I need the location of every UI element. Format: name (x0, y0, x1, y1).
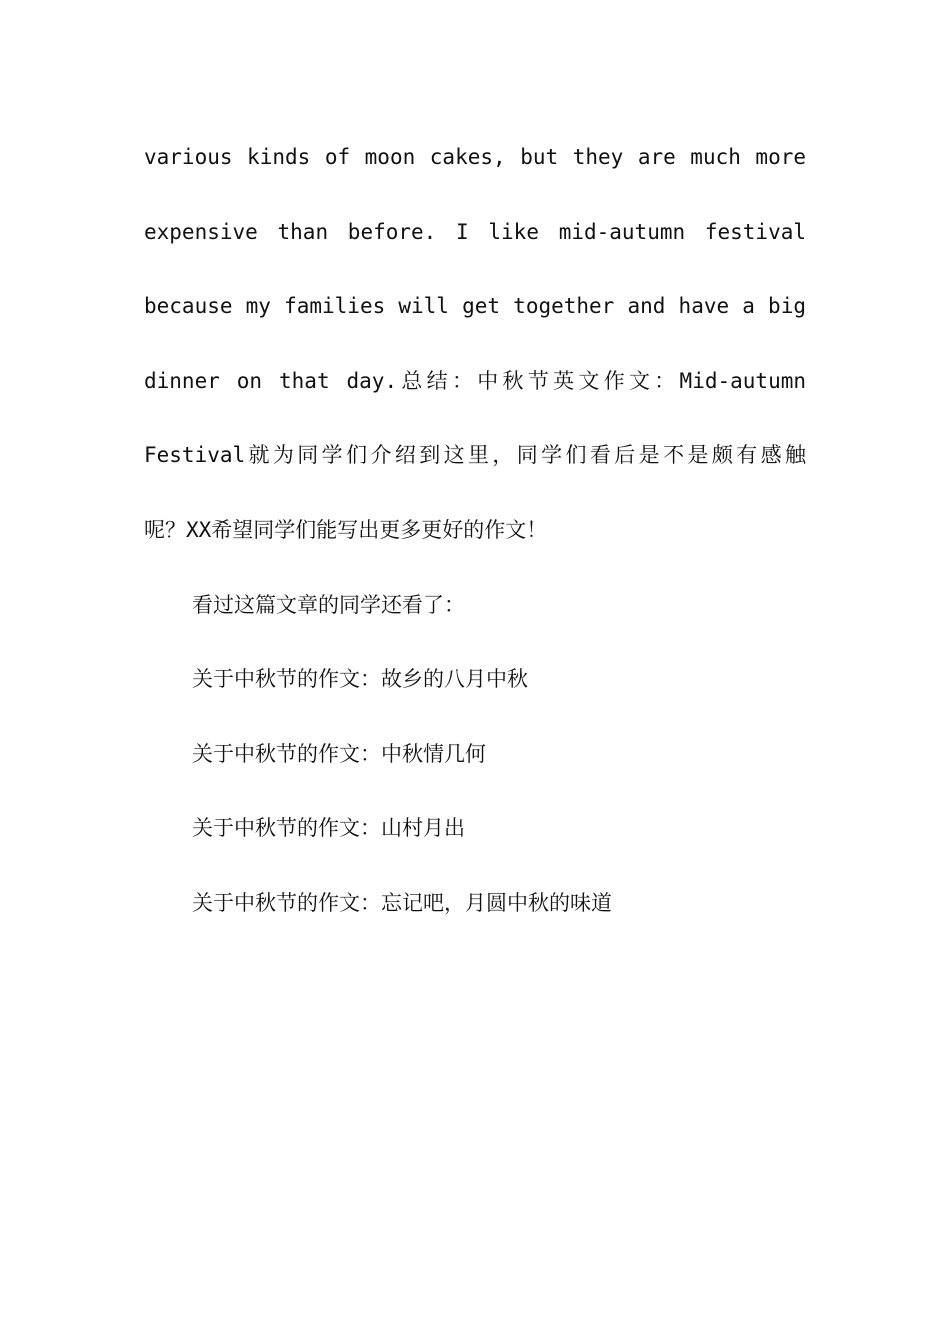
related-articles-list (144, 642, 806, 940)
article-line: because my families will get together and have a big (144, 294, 806, 319)
related-article-link[interactable]: 关于中秋节的作文：忘记吧，月圆中秋的味道 (192, 890, 612, 915)
article-paragraph (144, 120, 806, 568)
related-article-link[interactable]: 关于中秋节的作文：山村月出 (192, 816, 465, 841)
article-body (144, 120, 806, 941)
article-line: dinner on that day.总结：中秋节英文作文：Mid-autumn (144, 368, 806, 393)
related-heading: 看过这篇文章的同学还看了： (192, 592, 465, 617)
related-article-link[interactable]: 关于中秋节的作文：故乡的八月中秋 (192, 667, 528, 692)
article-line: expensive than before. I like mid-autumn festival (144, 219, 806, 244)
article-line: Festival就为同学们介绍到这里，同学们看后是不是颇有感触 (144, 443, 806, 468)
article-line: various kinds of moon cakes, but they are much more (144, 145, 806, 169)
related-article-link[interactable]: 关于中秋节的作文：中秋情几何 (192, 741, 486, 766)
article-line: 呢？XX希望同学们能写出更多更好的作文！ (144, 517, 548, 542)
